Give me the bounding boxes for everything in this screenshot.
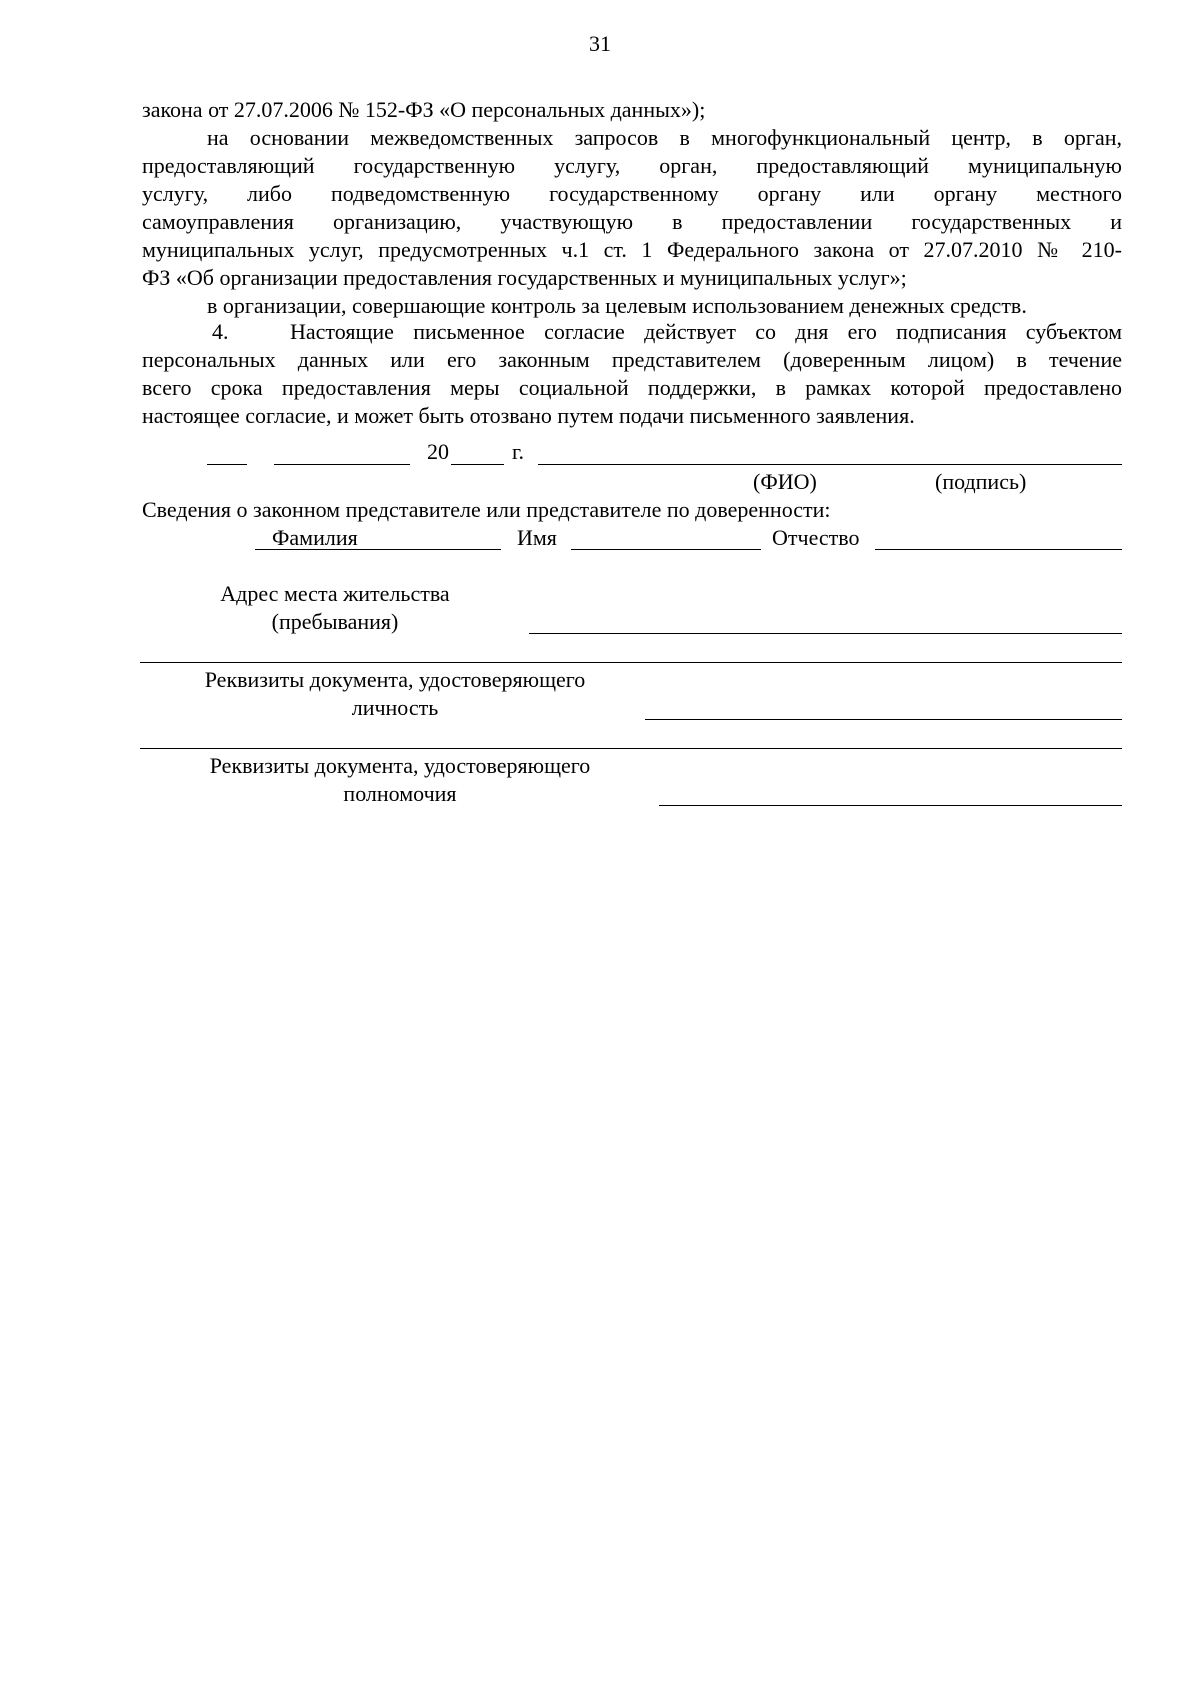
address-line-2	[140, 662, 1122, 663]
name-line	[571, 549, 761, 550]
surname-label: Фамилия	[272, 525, 358, 550]
authority-document-line	[659, 805, 1122, 806]
paragraph-line: закона от 27.07.2006 № 152-ФЗ «О персональных данных»);	[142, 97, 706, 122]
paragraph-line: услугу, либо подведомственную государственному органу или органу местного	[142, 181, 1122, 206]
year-prefix: 20	[427, 439, 449, 464]
paragraph-line: на основании межведомственных запросов в многофункциональный центр, в орган,	[207, 125, 1122, 150]
fio-signature-line	[538, 464, 1122, 465]
paragraph-line: в организации, совершающие контроль за целевым использованием денежных средств.	[207, 293, 1027, 318]
id-document-line-2	[140, 748, 1122, 749]
paragraph-line: самоуправления организацию, участвующую в предоставлении государственных и	[142, 209, 1122, 234]
paragraph-number: 4.	[212, 319, 229, 344]
id-document-label: Реквизиты документа, удостоверяющего	[204, 667, 586, 692]
representative-heading: Сведения о законном представителе или представителе по доверенности:	[142, 497, 831, 522]
name-label: Имя	[517, 525, 557, 550]
signature-caption: (подпись)	[935, 469, 1027, 494]
paragraph-line: Настоящие письменное согласие действует со дня его подписания субъектом	[290, 319, 1122, 344]
id-document-label-sub: личность	[351, 695, 439, 720]
page-number: 31	[589, 31, 611, 56]
paragraph-line: настоящее согласие, и может быть отозвано путем подачи письменного заявления.	[142, 403, 915, 428]
id-document-line	[645, 719, 1122, 720]
paragraph-line: всего срока предоставления меры социальной поддержки, в рамках которой предоставлено	[142, 375, 1122, 400]
paragraph-line: предоставляющий государственную услугу, орган, предоставляющий муниципальную	[142, 153, 1122, 178]
paragraph-line: ФЗ «Об организации предоставления государственных и муниципальных услуг»;	[142, 265, 907, 290]
address-label-sub: (пребывания)	[271, 609, 399, 634]
authority-document-label: Реквизиты документа, удостоверяющего	[209, 753, 591, 778]
day-blank-line	[207, 464, 247, 465]
authority-document-label-sub: полномочия	[343, 781, 457, 806]
year-suffix: г.	[512, 439, 525, 464]
month-blank-line	[274, 464, 410, 465]
patronymic-line	[875, 549, 1122, 550]
patronymic-label: Отчество	[772, 525, 860, 550]
year-blank-line	[451, 464, 504, 465]
address-line	[529, 633, 1122, 634]
address-label: Адрес места жительства	[220, 581, 450, 606]
paragraph-line: персональных данных или его законным представителем (доверенным лицом) в течение	[142, 347, 1122, 372]
fio-caption: (ФИО)	[753, 469, 817, 494]
surname-line	[255, 549, 501, 550]
paragraph-line: муниципальных услуг, предусмотренных ч.1 ст. 1 Федерального закона от 27.07.2010 № 210-	[142, 237, 1122, 262]
